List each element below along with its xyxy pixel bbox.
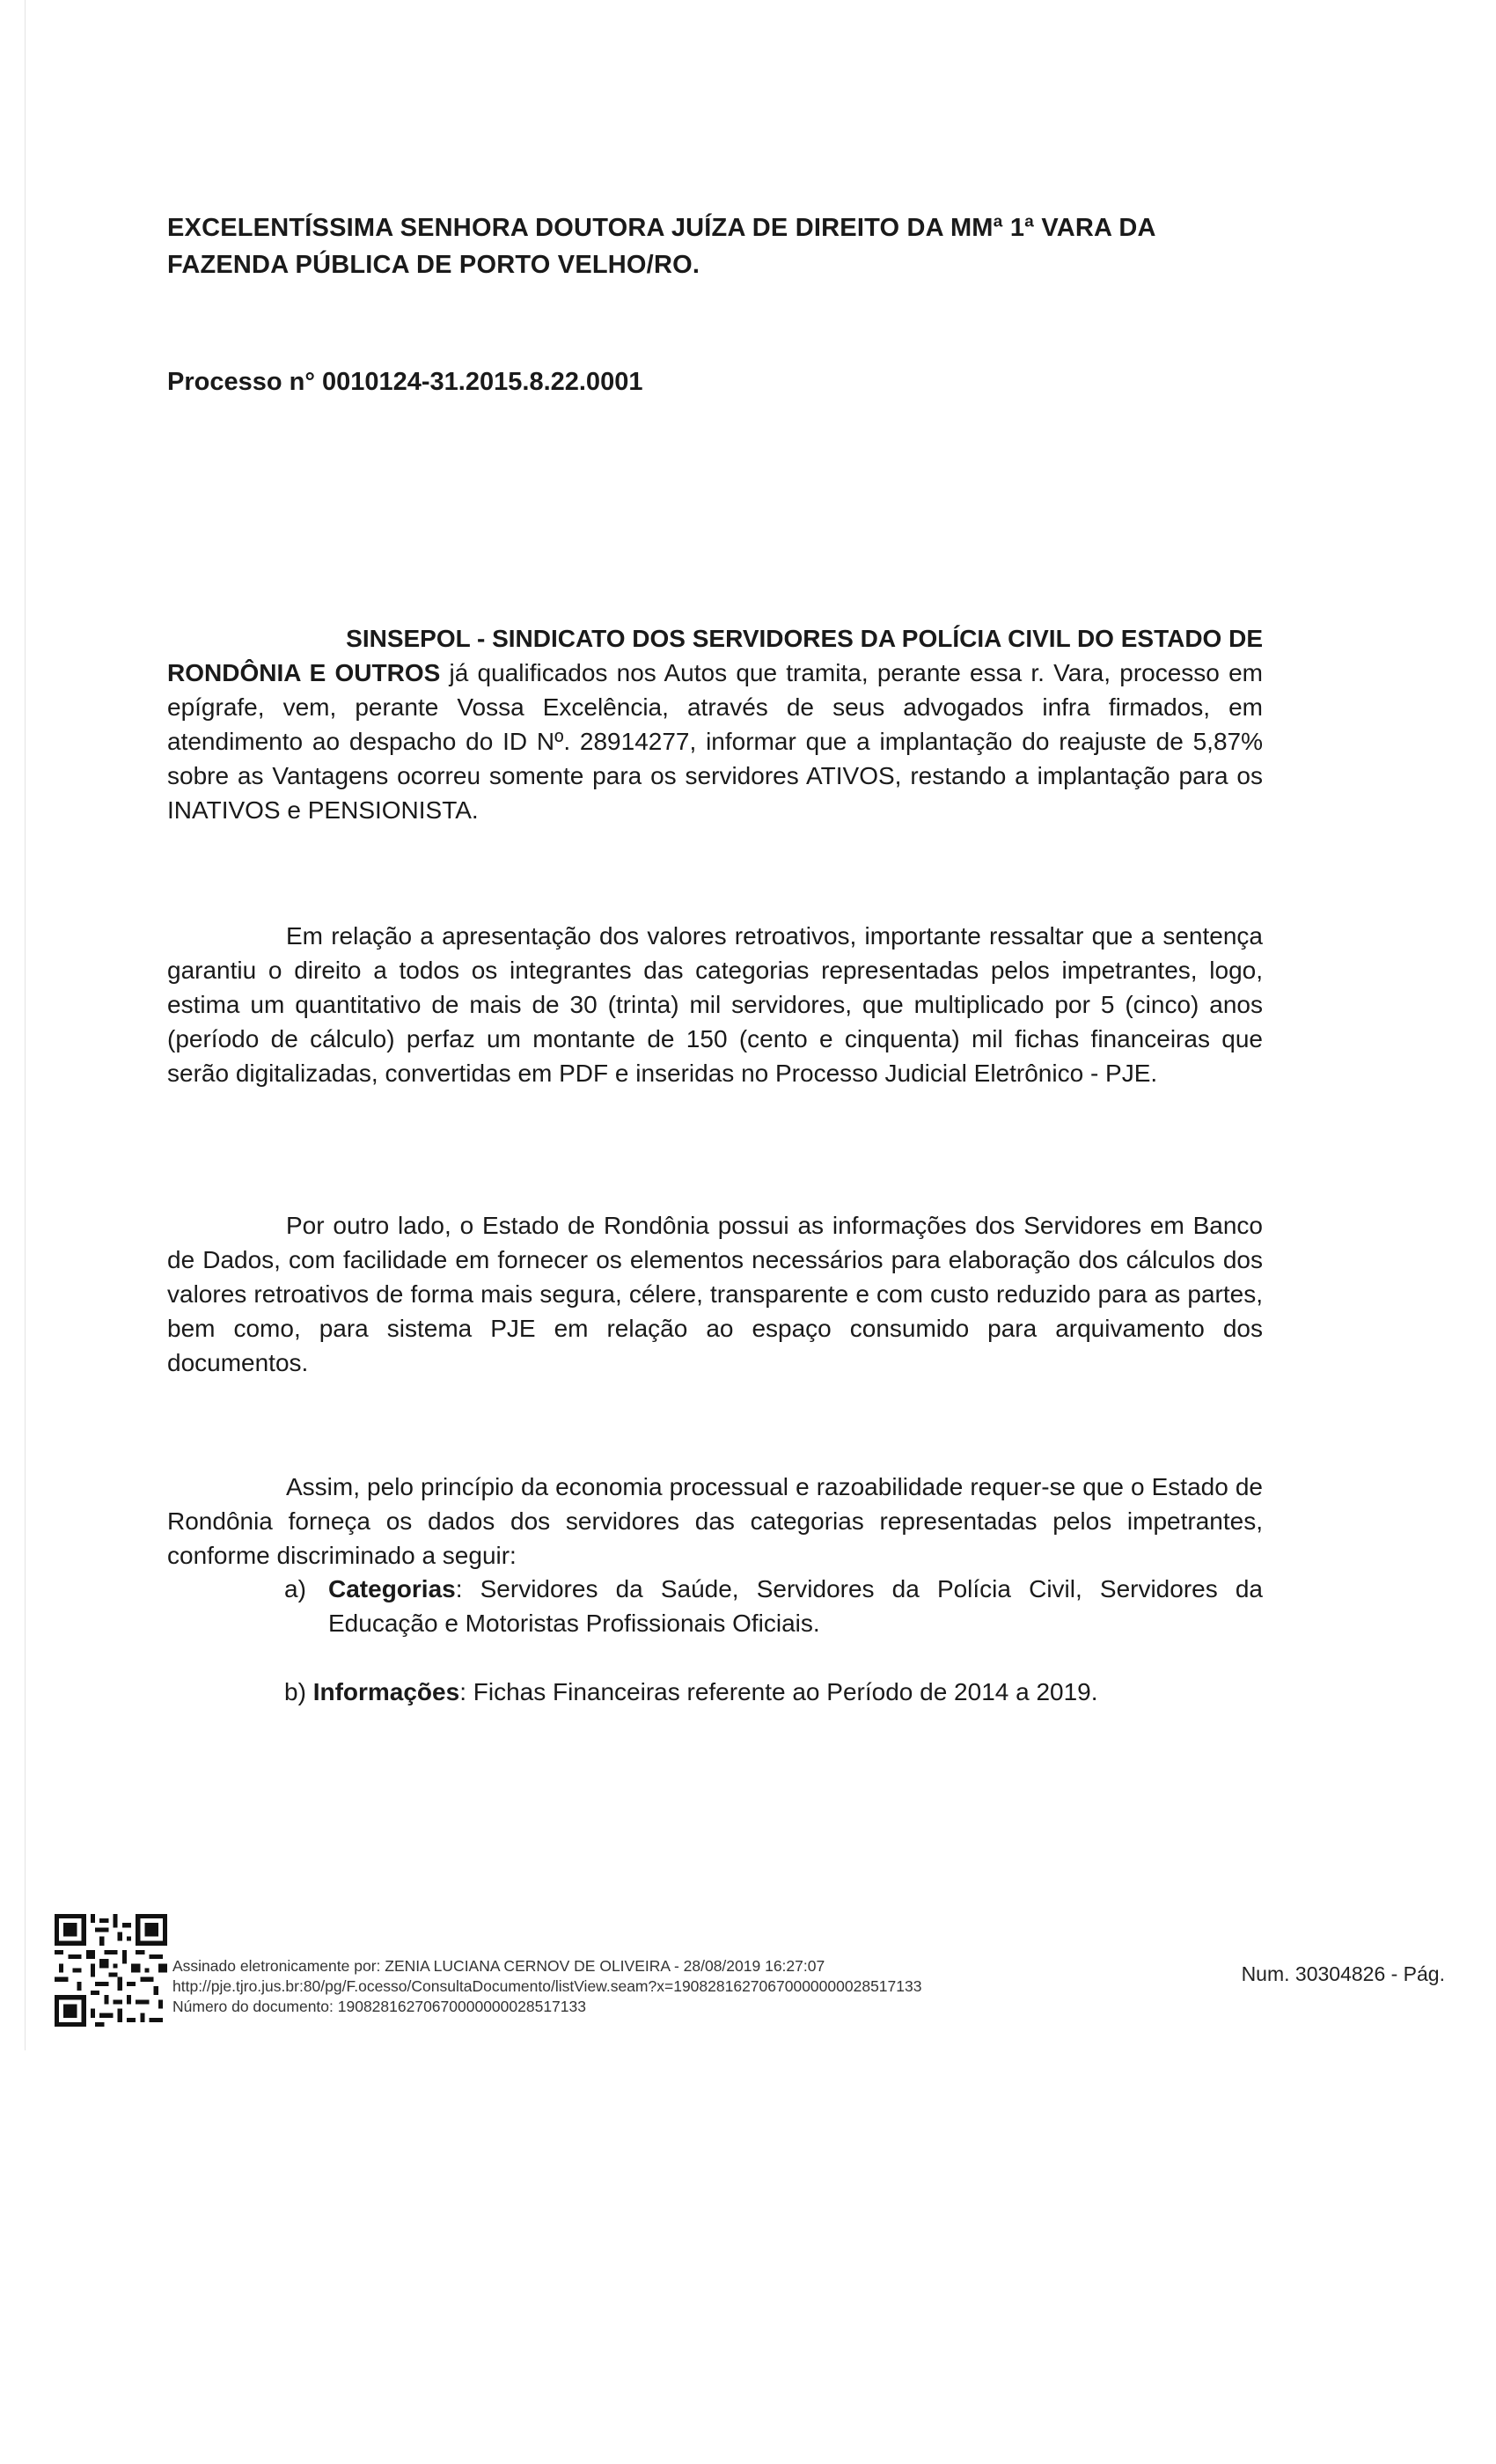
addressee	[167, 209, 1263, 283]
paragraph-1	[167, 621, 1263, 827]
list-item-a	[284, 1572, 1263, 1640]
paragraph-3	[167, 1208, 1263, 1380]
paragraph-1-text: já qualificados nos Autos que tramita, perante essa r. Vara, processo em epígrafe, vem, perante Vossa Excelência, através de seus advogados infra firmados, em atendimento ao despacho do ID Nº. 28914277, informar que a implantação do reajuste de 5,87% sobre as Vantagens ocorreu somente para os servidores ATIVOS, restando a implantação para os INATIVOS e PENSIONISTA.	[167, 659, 1263, 824]
document-url: http://pje.tjro.jus.br:80/pg/F.ocesso/ConsultaDocumento/listView.seam?x=19082816270670000000028517133	[172, 1977, 922, 1995]
process-number: Processo n° 0010124-31.2015.8.22.0001	[167, 368, 643, 396]
addressee-line-1: EXCELENTÍSSIMA SENHORA DOUTORA JUÍZA DE DIREITO DA MMª 1ª VARA DA	[167, 214, 1156, 242]
signature-block	[172, 1956, 921, 2017]
qr-code-icon	[55, 1914, 167, 2027]
scan-edge	[25, 0, 26, 2050]
list-item-b-label: Informações	[312, 1678, 460, 1705]
list-item-b	[284, 1675, 1098, 1709]
paragraph-3-text: Por outro lado, o Estado de Rondônia possui as informações dos Servidores em Banco de Dados, com facilidade em fornecer os elementos necessários para elaboração dos cálculos dos valores retroativos de forma mais segura, célere, transparente e com custo reduzido para as partes, bem como, para sistema PJE em relação ao espaço consumido para arquivamento dos documentos.	[167, 1212, 1263, 1376]
paragraph-1-heading: SINSEPOL - SINDICATO DOS SERVIDORES DA POLÍCIA CIVIL DO ESTADO DE	[346, 625, 1263, 652]
paragraph-4-text: Assim, pelo princípio da economia processual e razoabilidade requer-se que o Estado de Rondônia forneça os dados dos servidores das categorias representadas pelos impetrantes, conforme discriminado a seguir:	[167, 1473, 1263, 1569]
addressee-line-2: FAZENDA PÚBLICA DE PORTO VELHO/RO.	[167, 251, 700, 279]
document-number: Número do documento: 19082816270670000000028517133	[172, 1998, 586, 2015]
paragraph-2	[167, 919, 1263, 1090]
list-item-b-text: : Fichas Financeiras referente ao Período de 2014 a 2019.	[459, 1678, 1098, 1705]
paragraph-2-text: Em relação a apresentação dos valores retroativos, importante ressaltar que a sentença garantiu o direito a todos os integrantes das categorias representadas pelos impetrantes, logo, estima um quantitativo de mais de 30 (trinta) mil servidores, que multiplicado por 5 (cinco) anos (período de cálculo) perfaz um montante de 150 (cento e cinquenta) mil fichas financeiras que serão digitalizadas, convertidas em PDF e inseridas no Processo Judicial Eletrônico - PJE.	[167, 922, 1263, 1087]
list-item-a-text: : Servidores da Saúde, Servidores da Polícia Civil, Servidores da Educação e Motoristas Profissionais Oficiais.	[328, 1575, 1263, 1637]
paragraph-4	[167, 1470, 1263, 1573]
list-item-a-label: Categorias	[328, 1575, 456, 1602]
list-marker-b: b)	[284, 1678, 306, 1705]
list-marker-a: a)	[284, 1575, 306, 1602]
signature-footer	[55, 1914, 1454, 2037]
signed-by-text: Assinado eletronicamente por: ZENIA LUCIANA CERNOV DE OLIVEIRA - 28/08/2019 16:27:07	[172, 1957, 825, 1975]
page-reference: Num. 30304826 - Pág.	[1241, 1962, 1445, 1985]
paragraph-1-party: RONDÔNIA E OUTROS	[167, 659, 441, 686]
